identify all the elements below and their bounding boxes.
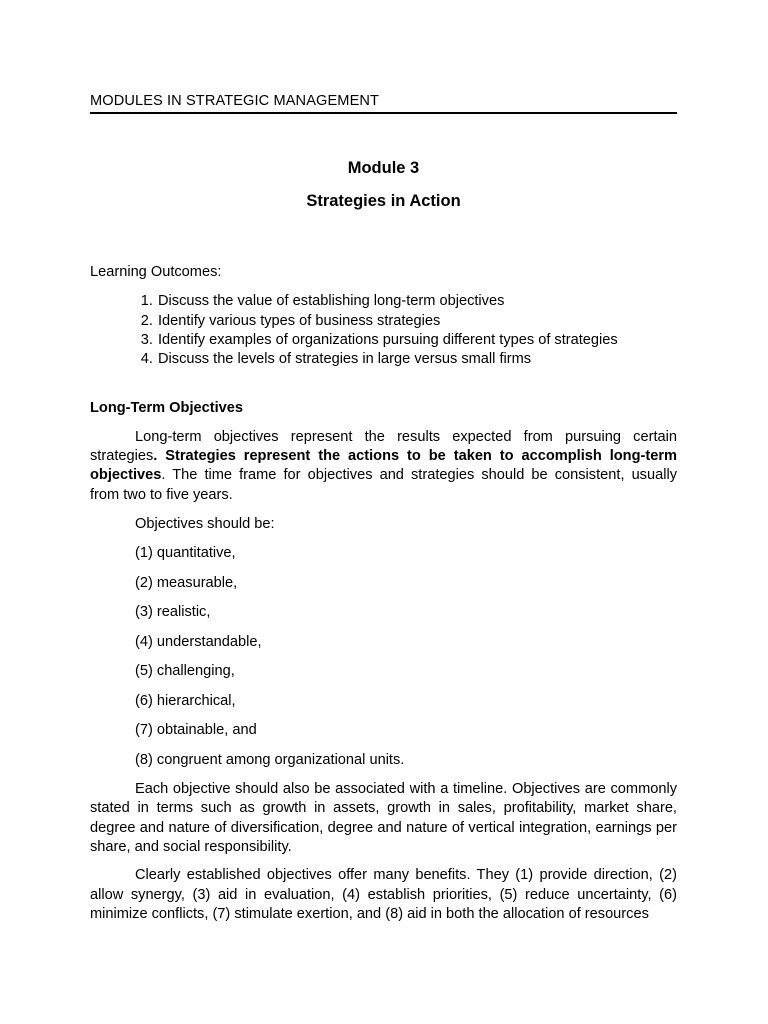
- intro-text-bold: . Strategies represent the actions to be taken to accomplish long-term objectives: [90, 448, 677, 484]
- benefits-paragraph: Clearly established objectives offer many benefits. They (1) provide direction, (2) allow synergy, (3) aid in evaluation, (4) establish priorities, (5) reduce uncertainty, (6) minimize conflicts, (7) stimulate exertion, and (8) aid in both the allocation of resources: [90, 867, 677, 922]
- objective-item: (1) quantitative,: [135, 545, 236, 562]
- learning-outcome-item: 3. Identify examples of organizations pursuing different types of strategies: [157, 331, 677, 350]
- intro-text-part2: . The time frame for objectives and strategies should be consistent, usually from two to five years.: [90, 467, 677, 503]
- document-page: [90, 92, 677, 924]
- objective-item: (6) hierarchical,: [135, 692, 236, 709]
- objectives-intro: Objectives should be:: [135, 515, 275, 532]
- running-header: MODULES IN STRATEGIC MANAGEMENT: [90, 92, 677, 114]
- objective-item: (2) measurable,: [135, 574, 238, 591]
- learning-outcome-item: 2. Identify various types of business strategies: [157, 312, 677, 331]
- learning-outcomes-label: Learning Outcomes:: [90, 264, 222, 280]
- section-heading: Long-Term Objectives: [90, 400, 243, 417]
- learning-outcome-item: 4. Discuss the levels of strategies in large versus small firms: [157, 350, 677, 369]
- objective-item: (8) congruent among organizational units.: [135, 751, 405, 768]
- module-number: Module 3: [347, 159, 420, 177]
- learning-outcome-item: 1. Discuss the value of establishing long-term objectives: [157, 292, 677, 311]
- module-title: Strategies in Action: [306, 192, 461, 210]
- objective-item: (4) understandable,: [135, 633, 262, 650]
- timeline-paragraph: Each objective should also be associated with a timeline. Objectives are commonly stated in terms such as growth in assets, growth in sales, profitability, market share, degree and nature of diversification, degree and nature of vertical integration, earnings per share, and social responsibility.: [90, 781, 677, 856]
- intro-text-part1: Long-term objectives represent the results expected from pursuing certain strategies: [90, 428, 677, 465]
- objective-item: (7) obtainable, and: [135, 722, 257, 739]
- intro-paragraph: [90, 428, 677, 505]
- learning-outcomes-list: [90, 292, 677, 369]
- objective-item: (3) realistic,: [135, 604, 211, 621]
- objective-item: (5) challenging,: [135, 663, 235, 680]
